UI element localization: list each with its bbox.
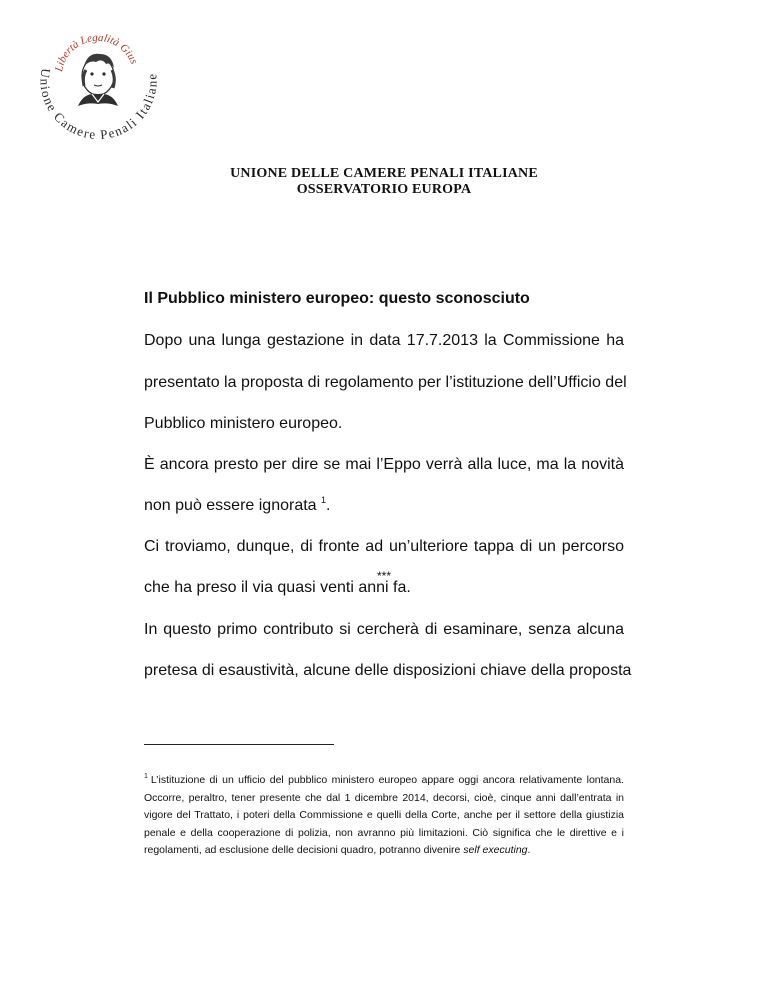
header-observatory: OSSERVATORIO EUROPA — [296, 182, 472, 197]
portrait — [78, 54, 118, 106]
paragraph-line: In questo primo contributo si cercherà di esaminare, senza alcuna — [144, 621, 624, 638]
header-organization: UNIONE DELLE CAMERE PENALI ITALIANE — [230, 166, 538, 181]
paragraph-line: che ha preso il via quasi venti anni fa. — [144, 579, 411, 596]
paragraph-line: Dopo una lunga gestazione in data 17.7.2013 la Commissione ha — [144, 332, 624, 349]
footnote-end-punct: . — [527, 844, 531, 856]
footnote-divider — [144, 744, 334, 745]
section-separator: *** — [376, 569, 391, 583]
footnote-italic-term: self executing — [463, 844, 528, 856]
paragraph-text: non può essere ignorata — [144, 497, 317, 514]
logo-seal — [22, 6, 172, 156]
paragraph-line: presentato la proposta di regolamento per l’istituzione dell’Ufficio del — [144, 374, 627, 391]
paragraph-line-with-footnote — [144, 496, 624, 516]
article-title: Il Pubblico ministero europeo: questo sconosciuto — [144, 290, 530, 307]
footnote-text: L’istituzione di un ufficio del pubblico ministero europeo appare oggi ancora relativamente lontana. Occorre, peraltro, tener presente che dal 1 dicembre 2014, decorsi, cioè, cinque anni dall’entrata in vigore del Trattato, i poteri della Commissione e quelli della Corte, anche per il settore della giustizia penale e della cooperazione di polizia, non avranno più limitazioni. Ciò significa che le direttive e i regolamenti, ad esclusione delle decisioni quadro, potranno divenire — [144, 774, 624, 856]
paragraph-line: È ancora presto per dire se mai l’Eppo verrà alla luce, ma la novità — [144, 456, 624, 473]
logo — [22, 6, 172, 156]
footnote-ref-suffix: . — [326, 497, 331, 514]
footnote-number: 1 — [144, 773, 148, 780]
logo-top-text: Libertà Legalità Gius — [53, 31, 140, 73]
paragraph-line: pretesa di esaustività, alcune delle disposizioni chiave della proposta — [144, 662, 632, 679]
paragraph-line: Ci troviamo, dunque, di fronte ad un’ulteriore tappa di un percorso — [144, 538, 624, 555]
logo-ring-text: Unione Camere Penali Italiane — [37, 67, 160, 143]
paragraph-line: Pubblico ministero europeo. — [144, 415, 343, 432]
footnote — [144, 768, 624, 860]
footnote-reference[interactable]: 1 — [321, 495, 327, 505]
